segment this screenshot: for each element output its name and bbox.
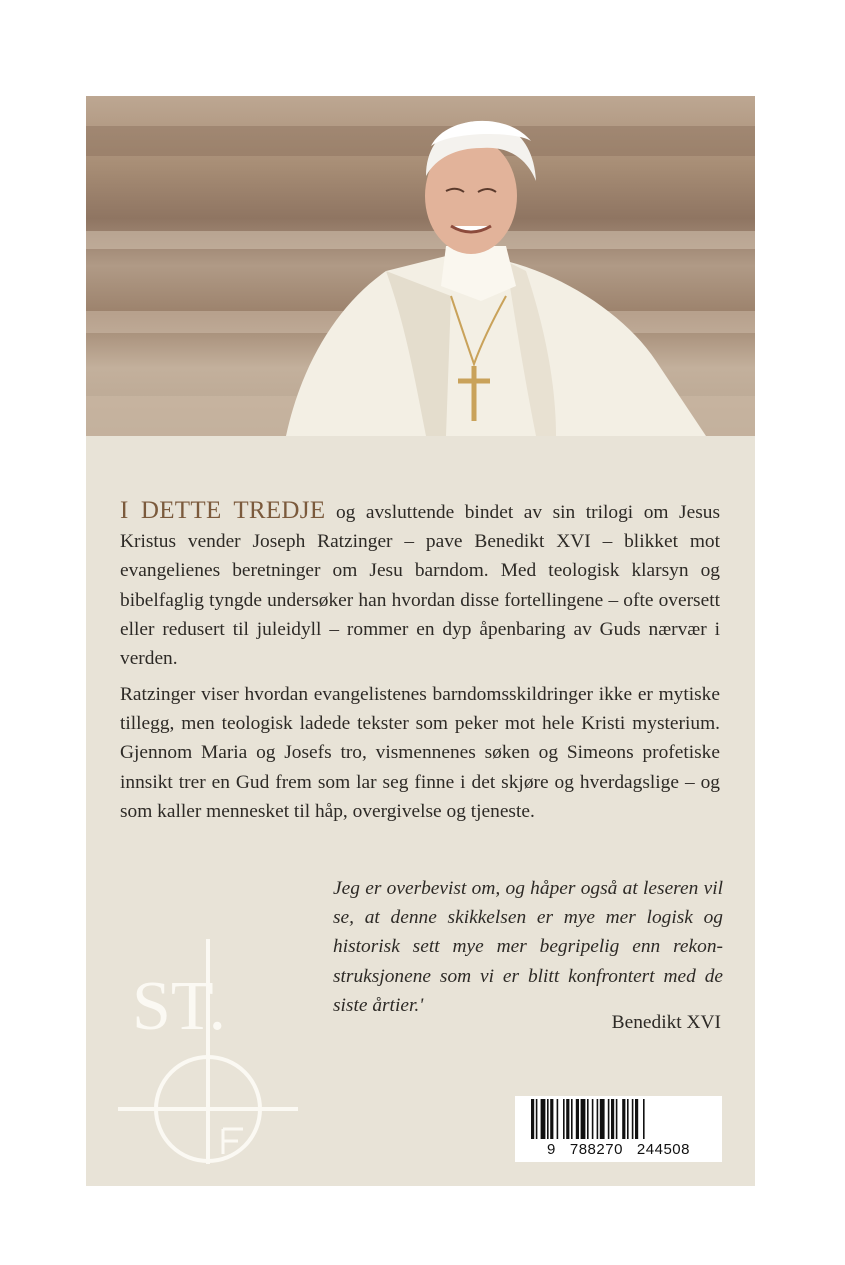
portrait-photo [86,96,755,436]
barcode [515,1096,722,1162]
barcode-icon [515,1096,722,1140]
quote-author: Benedikt XVI [611,1012,721,1033]
intro-paragraph [120,496,720,673]
portrait-icon [86,96,755,436]
quote-text: Jeg er overbevist om, og håper også at leseren vil se, at denne skikkelsen er mye mer logisk og historisk sett mye mer begripelig enn rekon- struksjonene som vi er blitt konfrontert med de siste årtier.' [333,878,723,1016]
second-paragraph: Ratzinger viser hvordan evangelistenes barndomsskildringer ikke er mytiske tillegg, men teologisk ladede tekster som peker mot hele Kristi mysterium. Gjennom Maria og Josefs tro, vismennenes søken og Simeons profetiske innsikt trer en Gud frem som lar seg finne i det skjøre og hverdagslige – og som kaller mennesket til håp, overgivelse og tjeneste. [120,684,720,822]
back-cover [86,96,755,1186]
intro-lead: I DETTE TREDJE [120,497,326,524]
st-olav-logo [118,939,298,1174]
st-olav-logo-icon [118,939,298,1169]
logo-text: ST. [132,968,226,1045]
barcode-digits: 9 788270 244508 [547,1141,690,1158]
intro-text: og avsluttende bindet av sin trilogi om Jesus Kristus vender Joseph Ratzinger – pave Benedikt XVI – blikket mot evangelienes beretninger om Jesu barndom. Med teologisk klarsyn og bibelfaglig tyngde undersøker han hvordan disse fortellingene – ofte oversett eller redusert til juleidyll – rommer en dyp åpenbaring av Guds nærvær i verden. [120,502,720,670]
